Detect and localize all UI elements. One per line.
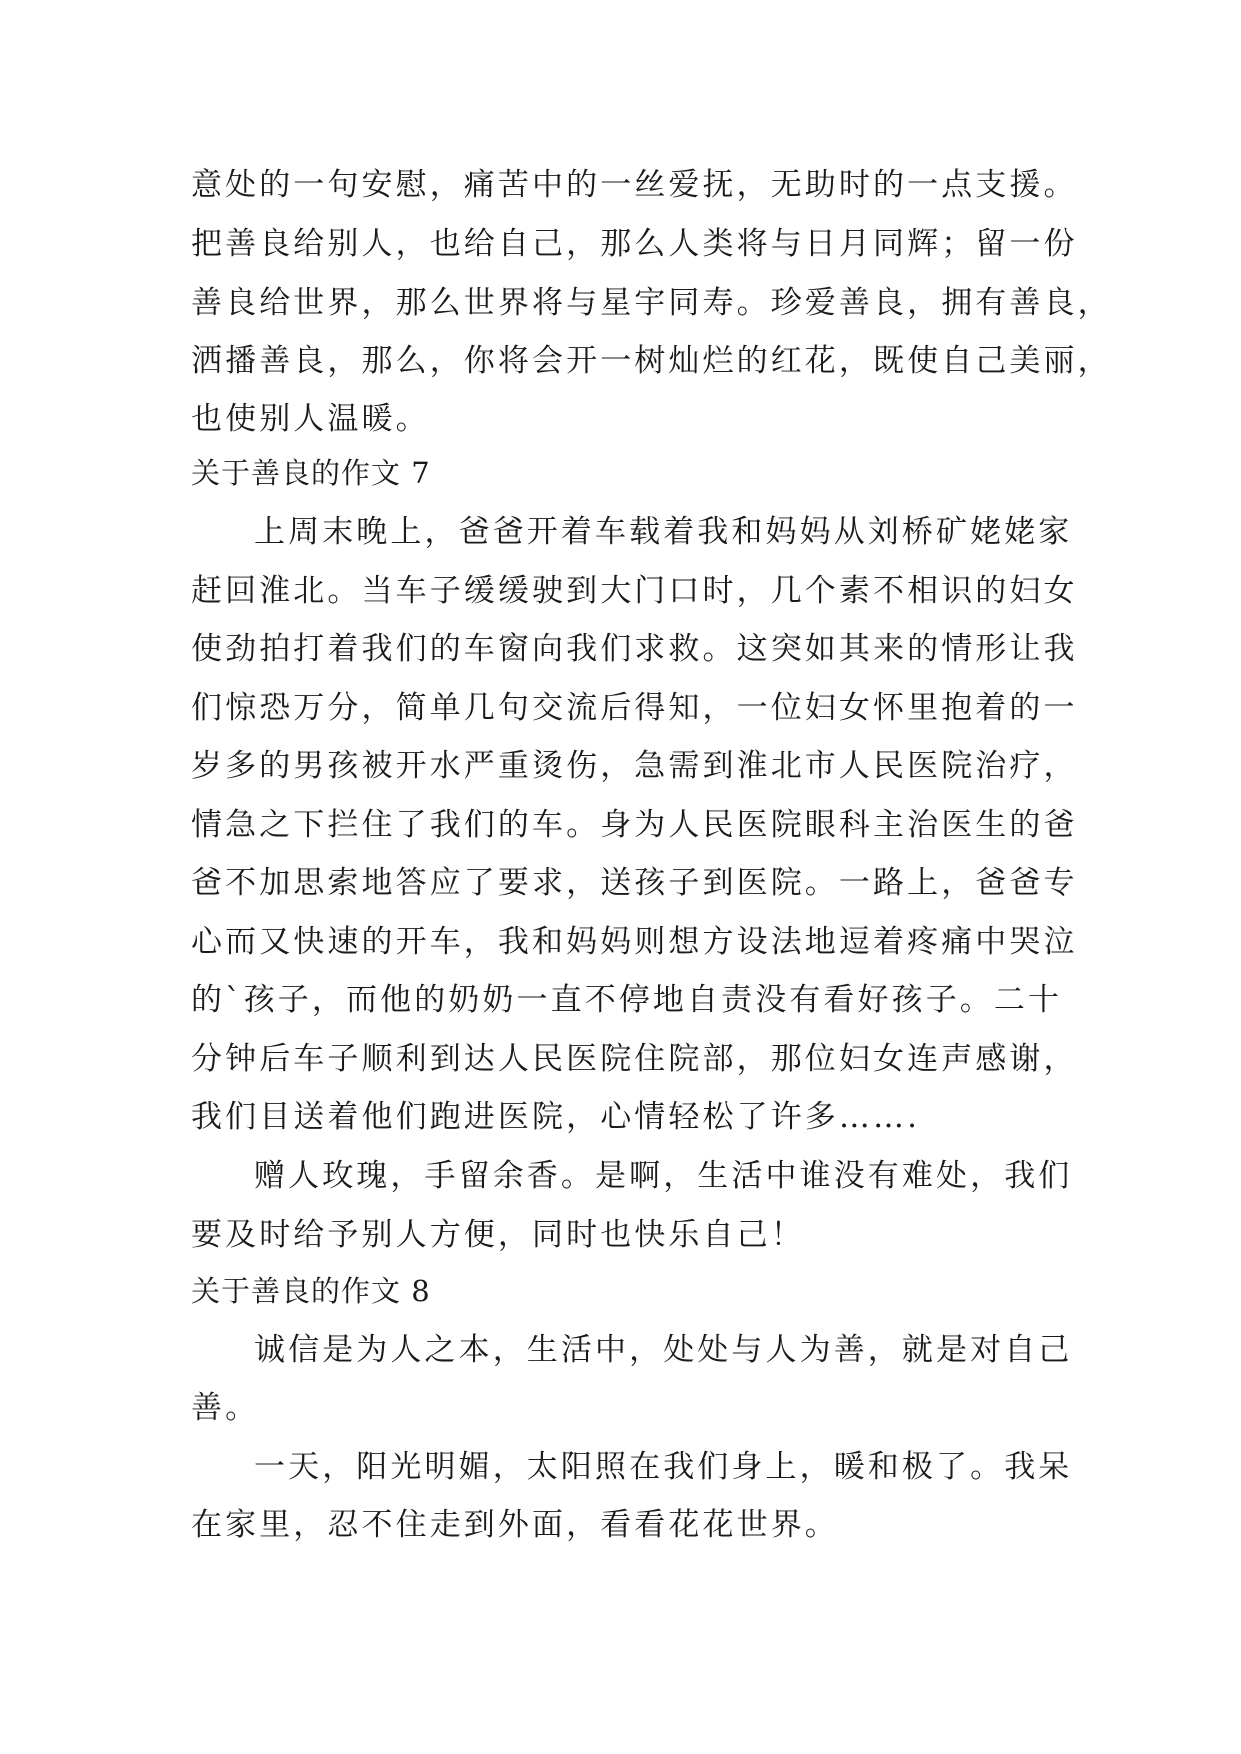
paragraph-line: 爸不加思索地答应了要求，送孩子到医院。一路上，爸爸专: [191, 865, 1078, 901]
section-heading: 关于善良的作文 7: [191, 456, 431, 490]
paragraph-line: 赠人玫瑰，手留余香。是啊，生活中谁没有难处，我们: [254, 1158, 1073, 1194]
paragraph-line: 诚信是为人之本，生活中，处处与人为善，就是对自己: [254, 1332, 1073, 1368]
paragraph-line: 的`孩子，而他的奶奶一直不停地自责没有看好孩子。二十: [191, 982, 1063, 1018]
section-heading: 关于善良的作文 8: [191, 1274, 431, 1308]
paragraph-line: 在家里，忍不住走到外面，看看花花世界。: [191, 1507, 839, 1543]
paragraph-line: 情急之下拦住了我们的车。身为人民医院眼科主治医生的爸: [191, 807, 1078, 843]
paragraph-line: 我们目送着他们跑进医院，心情轻松了许多…….: [191, 1099, 921, 1135]
paragraph-line: 分钟后车子顺利到达人民医院住院部，那位妇女连声感谢，: [191, 1041, 1078, 1077]
paragraph-line: 也使别人温暖。: [191, 401, 430, 437]
paragraph-line: 们惊恐万分，简单几句交流后得知，一位妇女怀里抱着的一: [191, 690, 1078, 726]
paragraph-line: 要及时给予别人方便，同时也快乐自己！: [191, 1217, 805, 1253]
paragraph-line: 一天，阳光明媚，太阳照在我们身上，暖和极了。我呆: [254, 1449, 1073, 1485]
paragraph-line: 洒播善良，那么，你将会开一树灿烂的红花，既使自己美丽，: [191, 343, 1112, 379]
paragraph-line: 上周末晚上，爸爸开着车载着我和妈妈从刘桥矿姥姥家: [254, 514, 1073, 550]
paragraph-line: 心而又快速的开车，我和妈妈则想方设法地逗着疼痛中哭泣: [191, 924, 1078, 960]
paragraph-line: 意处的一句安慰，痛苦中的一丝爱抚，无助时的一点支援。: [191, 167, 1078, 203]
paragraph-line: 赶回淮北。当车子缓缓驶到大门口时，几个素不相识的妇女: [191, 573, 1078, 609]
paragraph-line: 使劲拍打着我们的车窗向我们求救。这突如其来的情形让我: [191, 631, 1078, 667]
paragraph-line: 把善良给别人，也给自己，那么人类将与日月同辉；留一份: [191, 226, 1078, 262]
paragraph-line: 岁多的男孩被开水严重烫伤，急需到淮北市人民医院治疗，: [191, 748, 1078, 784]
paragraph-line: 善。: [191, 1390, 260, 1426]
paragraph-line: 善良给世界，那么世界将与星宇同寿。珍爱善良，拥有善良，: [191, 285, 1112, 321]
